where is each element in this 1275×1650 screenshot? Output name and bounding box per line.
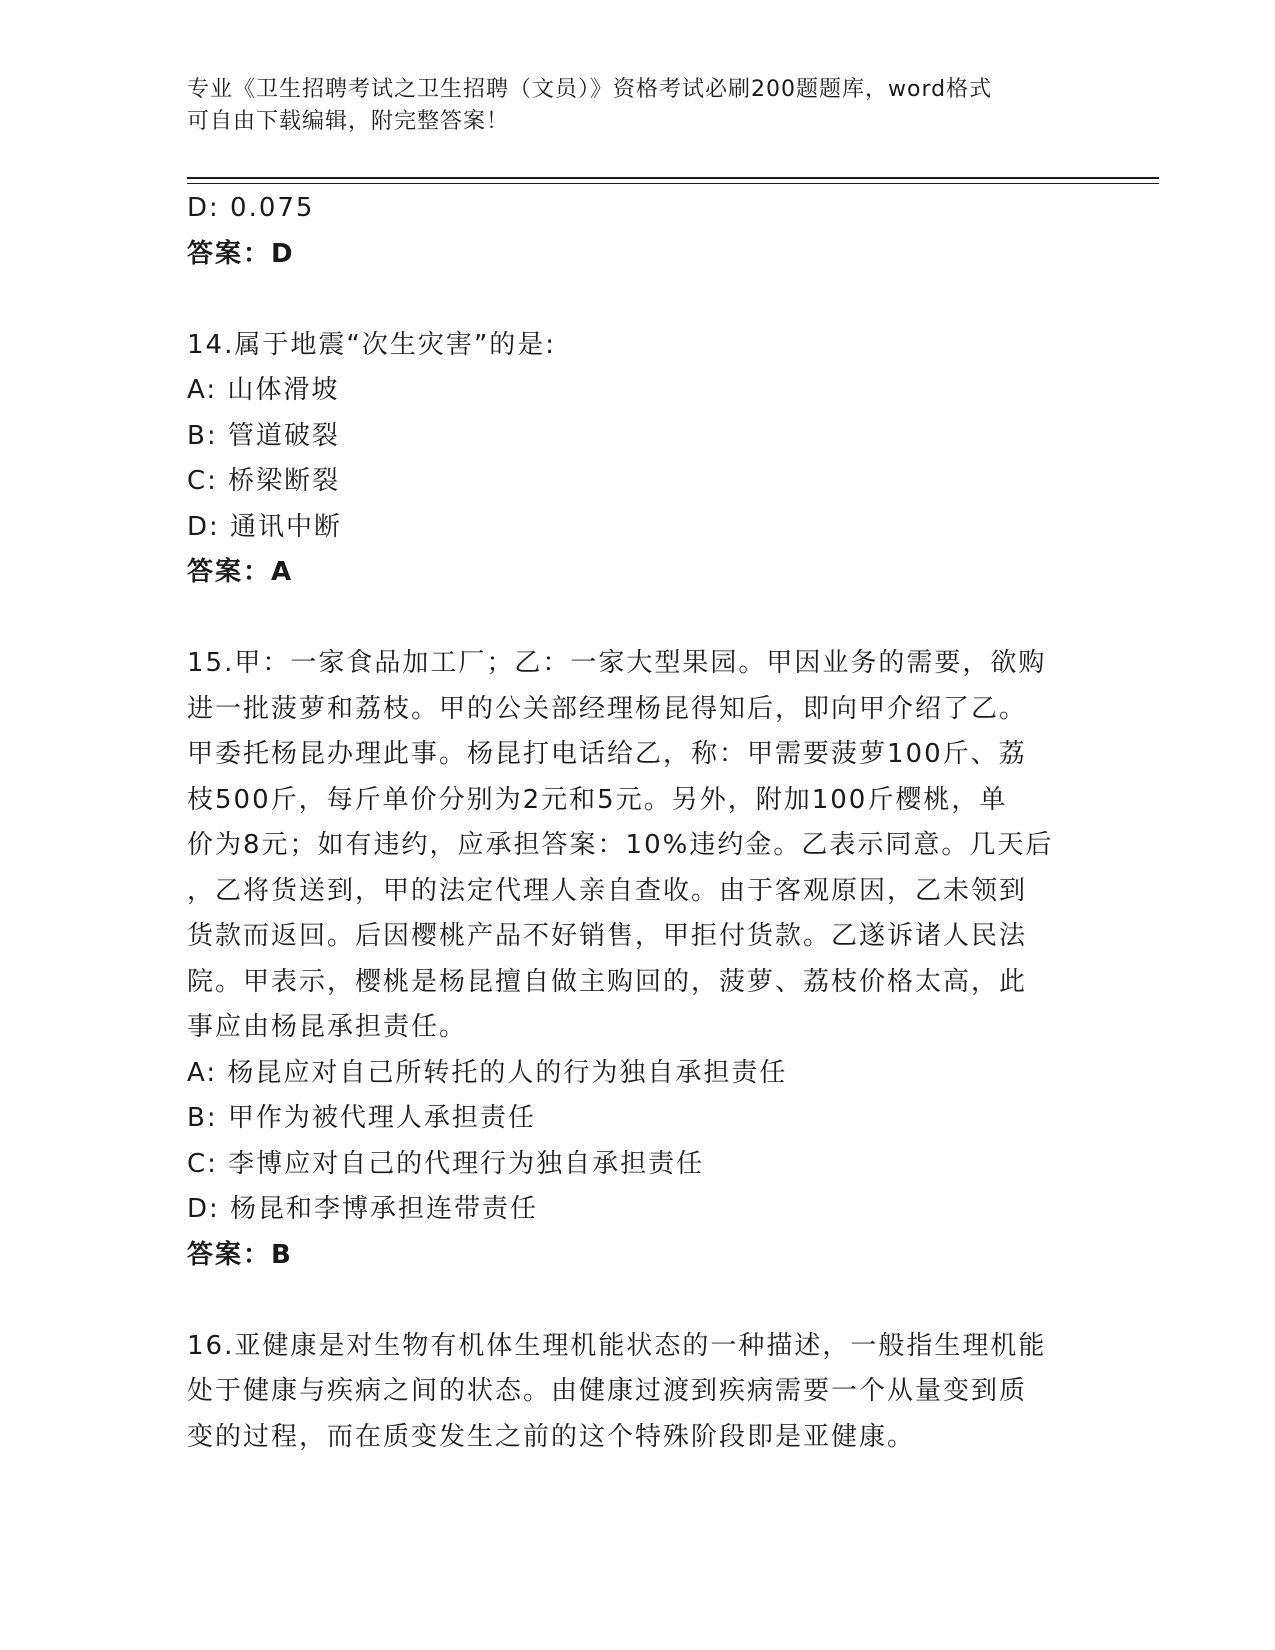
question-stem: 14.属于地震“次生灾害”的是: (187, 329, 557, 360)
question-stem-line: ，乙将货送到，甲的法定代理人亲自查收。由于客观原因，乙未领到 (187, 875, 1028, 906)
document-header (187, 74, 1087, 138)
option-b: B: 管道破裂 (187, 420, 340, 451)
question-stem-line: 16.亚健康是对生物有机体生理机能状态的一种描述，一般指生理机能 (187, 1330, 1047, 1361)
question-stem-line: 处于健康与疾病之间的状态。由健康过渡到疾病需要一个从量变到质 (187, 1376, 1028, 1406)
question-content (187, 186, 1087, 1460)
question-14 (187, 323, 1087, 596)
option-c: C: 李博应对自己的代理行为独自承担责任 (187, 1148, 705, 1179)
option-d: D: 0.075 (187, 193, 315, 223)
option-a: A: 杨昆应对自己所转托的人的行为独自承担责任 (187, 1057, 788, 1088)
question-stem-line: 院。甲表示，樱桃是杨昆擅自做主购回的，菠萝、荔枝价格太高，此 (187, 966, 1028, 997)
question-stem-line: 事应由杨昆承担责任。 (187, 1012, 468, 1042)
question-13-tail (187, 186, 1087, 277)
header-line-1: 专业《卫生招聘考试之卫生招聘（文员）》资格考试必刷200题题库，word格式 (187, 77, 993, 102)
question-stem-line: 进一批菠萝和荔枝。甲的公关部经理杨昆得知后，即向甲介绍了乙。 (187, 693, 1028, 724)
header-divider-thick (187, 177, 1159, 179)
answer-line: 答案：B (187, 1239, 293, 1270)
spacer (187, 1278, 1087, 1324)
option-d: D: 通讯中断 (187, 511, 343, 542)
question-stem-line: 枝500斤，每斤单价分别为2元和5元。另外，附加100斤樱桃，单 (187, 784, 1008, 815)
question-stem-line: 甲委托杨昆办理此事。杨昆打电话给乙，称：甲需要菠萝100斤、荔 (187, 739, 1027, 769)
question-stem-line: 15.甲：一家食品加工厂；乙：一家大型果园。甲因业务的需要，欲购 (187, 648, 1047, 678)
answer-line: 答案：A (187, 557, 294, 587)
header-divider-thin (187, 183, 1159, 184)
question-16 (187, 1324, 1087, 1461)
spacer (187, 277, 1087, 323)
option-a: A: 山体滑坡 (187, 375, 340, 405)
question-stem-line: 变的过程，而在质变发生之前的这个特殊阶段即是亚健康。 (187, 1421, 916, 1452)
option-b: B: 甲作为被代理人承担责任 (187, 1103, 536, 1133)
question-stem-line: 货款而返回。后因樱桃产品不好销售，甲拒付货款。乙遂诉诸人民法 (187, 921, 1028, 951)
spacer (187, 596, 1087, 642)
option-c: C: 桥梁断裂 (187, 466, 341, 496)
option-d: D: 杨昆和李博承担连带责任 (187, 1194, 539, 1224)
answer-line: 答案：D (187, 238, 295, 269)
question-stem-line: 价为8元；如有违约，应承担答案：10%违约金。乙表示同意。几天后 (187, 830, 1054, 860)
question-15 (187, 641, 1087, 1278)
header-line-2: 可自由下载编辑，附完整答案！ (187, 109, 510, 134)
